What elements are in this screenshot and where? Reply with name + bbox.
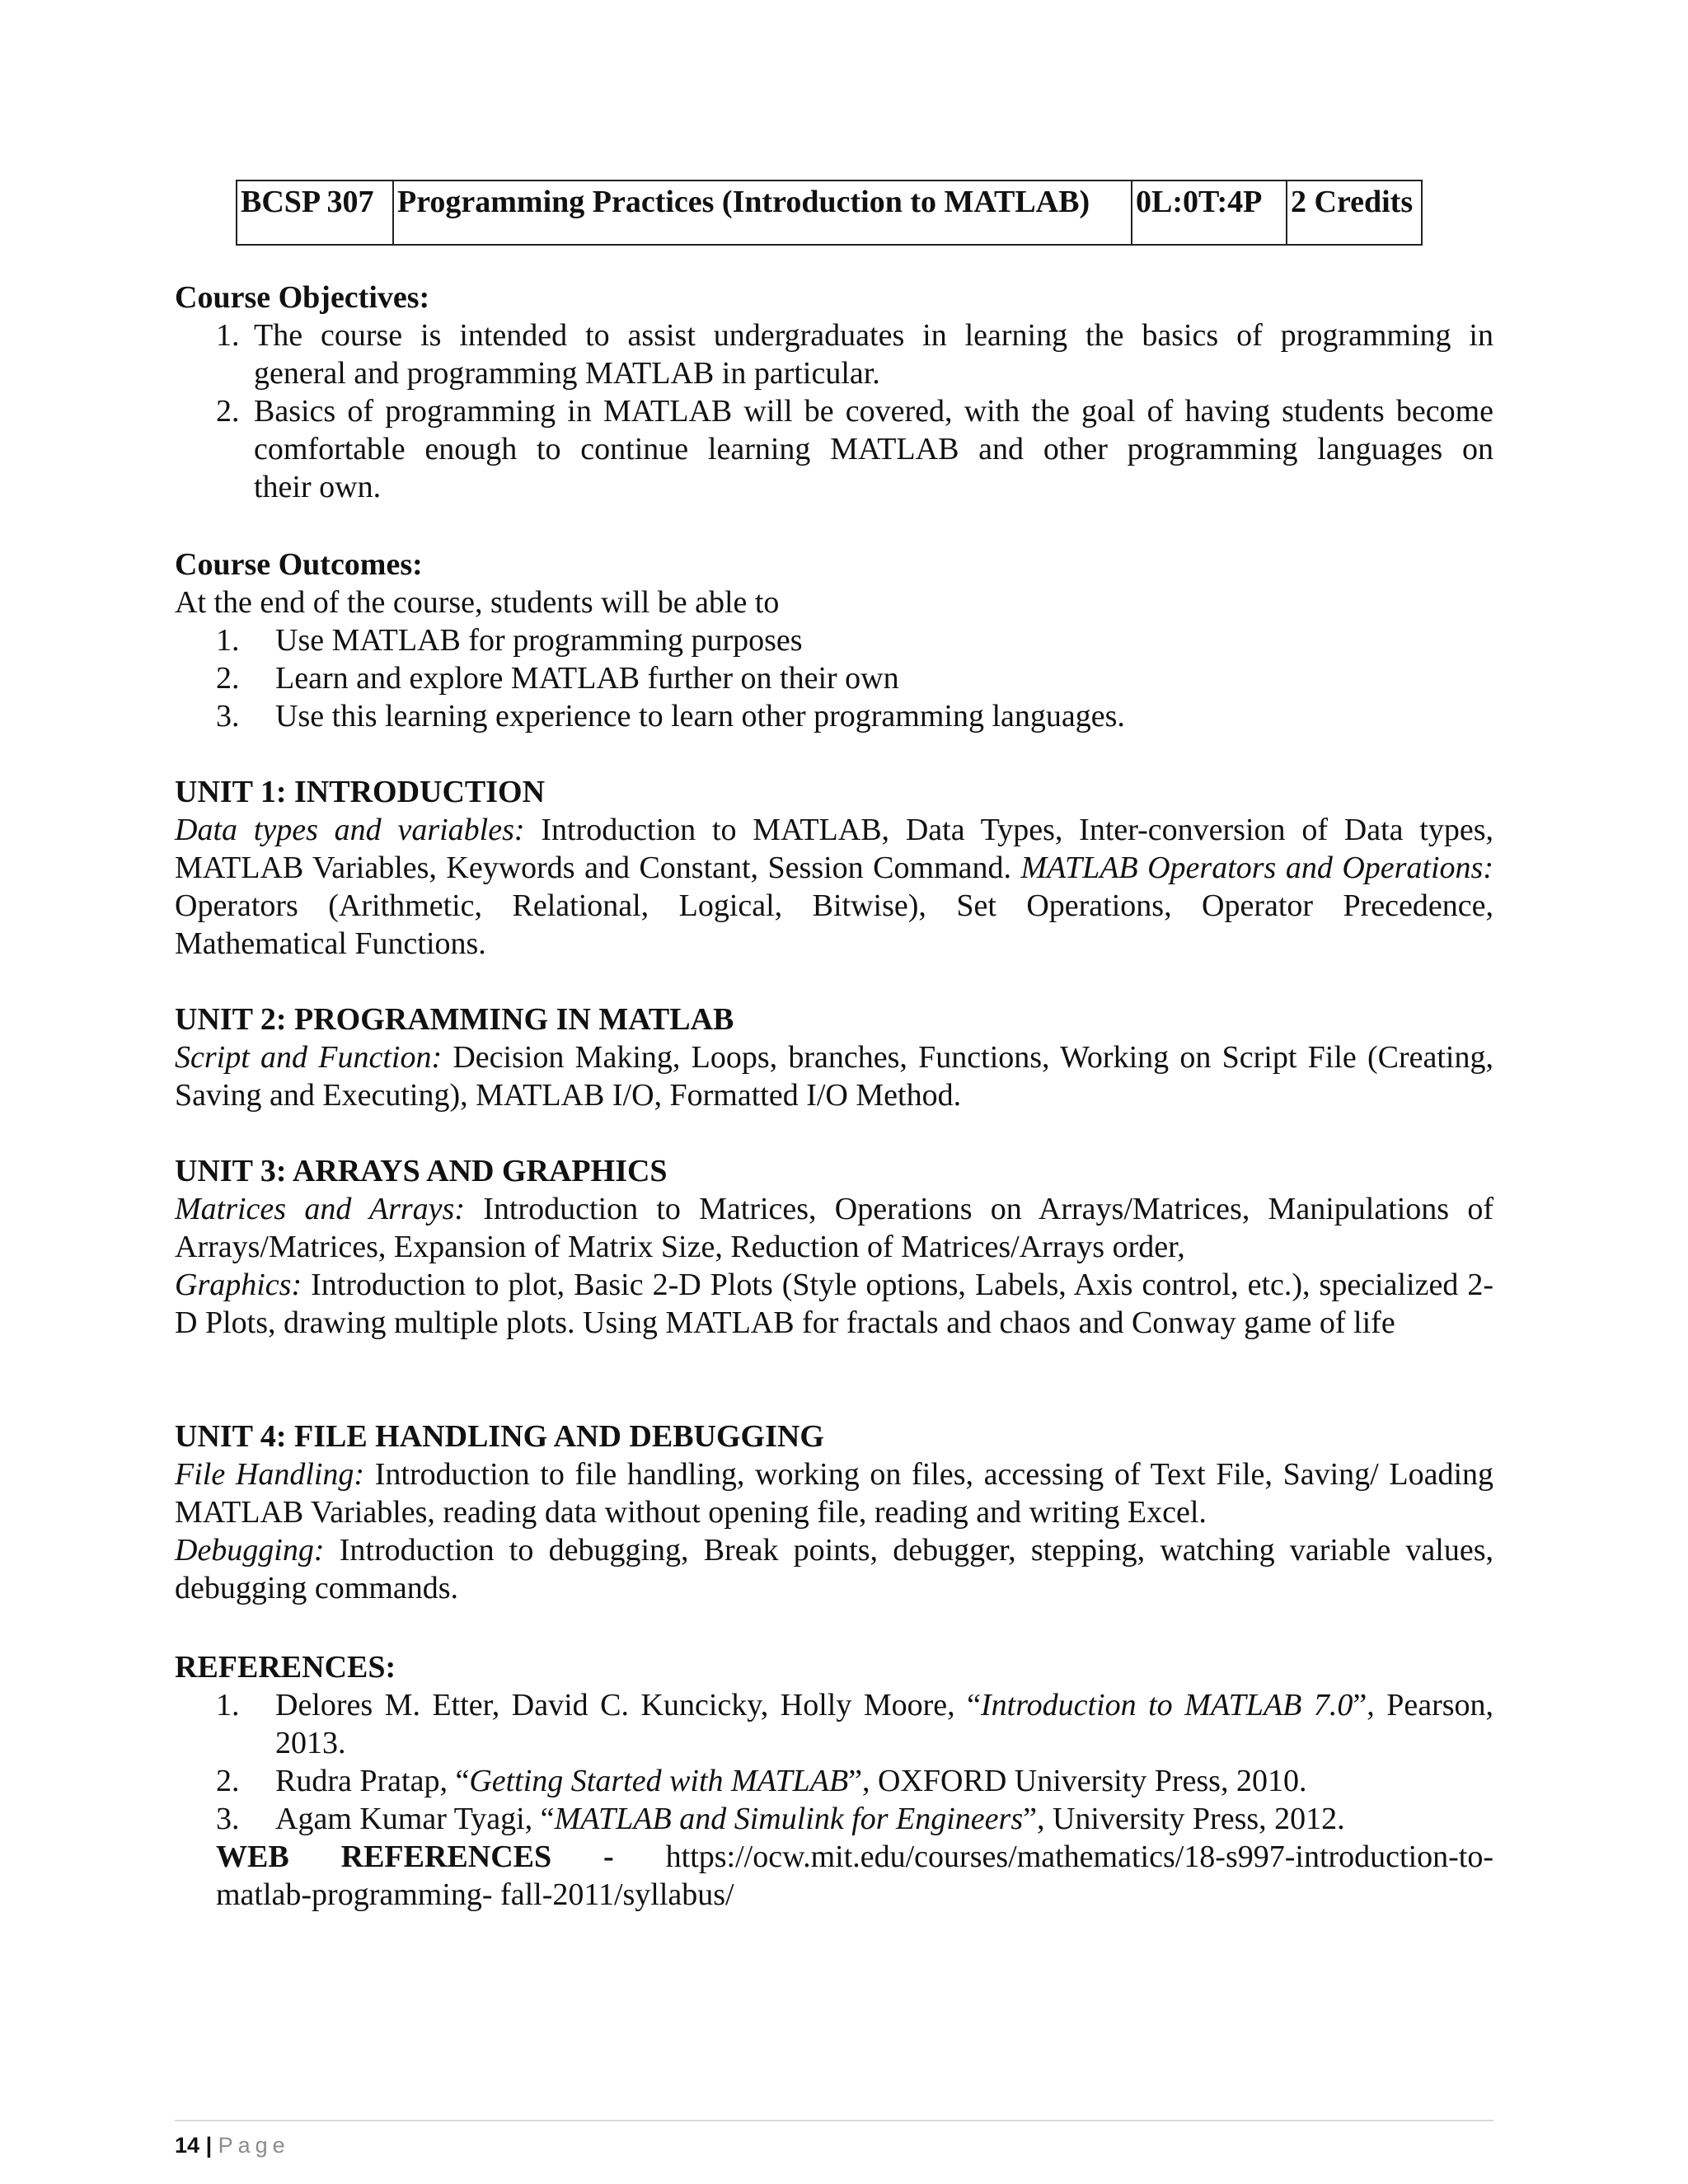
reference-title: Getting Started with MATLAB <box>469 1764 849 1798</box>
unit-4-heading: UNIT 4: FILE HANDLING AND DEBUGGING <box>175 1419 824 1454</box>
reference-publisher: ”, University Press, 2012. <box>1023 1802 1345 1836</box>
unit-4-section <box>175 1418 1493 1607</box>
outcomes-intro: At the end of the course, students will be able to <box>175 585 780 620</box>
unit-2-label-script: Script and Function: <box>175 1040 443 1075</box>
course-header-table <box>236 180 1423 246</box>
reference-authors: Agam Kumar Tyagi, “ <box>275 1802 555 1836</box>
objectives-heading: Course Objectives: <box>175 280 430 315</box>
web-reference-url-part-1[interactable]: https://ocw.mit.edu/courses/mathematics/18-s997-introduction-to- <box>665 1840 1494 1874</box>
unit-3-label-graphics: Graphics: <box>175 1268 302 1302</box>
unit-1-heading: UNIT 1: INTRODUCTION <box>175 775 546 809</box>
outcome-number: 3. <box>216 699 240 733</box>
web-references-label: WEB REFERENCES - <box>216 1840 614 1874</box>
footer-divider <box>175 2120 1493 2121</box>
web-references <box>216 1838 1493 1914</box>
page-number: 14 <box>175 2133 200 2158</box>
unit-2-heading: UNIT 2: PROGRAMMING IN MATLAB <box>175 1002 734 1037</box>
outcome-item <box>175 621 1493 659</box>
reference-authors: Rudra Pratap, “ <box>275 1764 470 1798</box>
objective-number: 2. <box>216 394 240 429</box>
reference-authors: Delores M. Etter, David C. Kuncicky, Holly Moore, “ <box>275 1688 982 1722</box>
outcome-text: Use MATLAB for programming purposes <box>275 623 803 658</box>
unit-4-body-debugging <box>175 1531 1493 1607</box>
outcome-number: 2. <box>216 661 240 696</box>
outcomes-heading: Course Outcomes: <box>175 547 423 582</box>
reference-title: MATLAB and Simulink for Engineers <box>554 1802 1024 1836</box>
reference-publisher: ”, OXFORD University Press, 2010. <box>848 1764 1307 1798</box>
unit-3-label-matrices: Matrices and Arrays: <box>175 1192 465 1226</box>
unit-1-body <box>175 811 1493 963</box>
outcome-text: Use this learning experience to learn other programming languages. <box>275 699 1125 733</box>
unit-1-label-operators: MATLAB Operators and Operations: <box>1020 851 1493 885</box>
outcome-text: Learn and explore MATLAB further on their own <box>275 661 899 696</box>
reference-item <box>175 1762 1493 1800</box>
course-title: Programming Practices (Introduction to MATLAB) <box>393 180 1132 245</box>
course-objectives-section <box>175 279 1493 504</box>
references-heading: REFERENCES: <box>175 1650 396 1685</box>
unit-2-section <box>175 1001 1493 1114</box>
objective-line: general and programming MATLAB in particular. <box>254 356 880 391</box>
reference-publisher: ”, Pearson, 2013. <box>275 1688 1494 1760</box>
web-reference-url-part-2[interactable]: matlab-programming- fall-2011/syllabus/ <box>216 1877 734 1912</box>
objective-line: The course is intended to assist undergraduates in learning the basics of programming in <box>254 318 1493 353</box>
unit-3-body-graphics <box>175 1266 1493 1342</box>
page-footer <box>175 2126 290 2164</box>
unit-3-text-matrices: Introduction to Matrices, Operations on Arrays/Matrices, Manipulations of Arrays/Matrices, Expansion of Matrix Size, Reduction of Matrices/Arrays order, <box>175 1192 1493 1264</box>
outcome-number: 1. <box>216 623 240 658</box>
unit-3-text-graphics: Introduction to plot, Basic 2-D Plots (Style options, Labels, Axis control, etc.), specialized 2-D Plots, drawing multiple plots. Using MATLAB for fractals and chaos and Conway game of life <box>175 1268 1493 1340</box>
course-outcomes-section <box>175 546 1493 735</box>
unit-4-body-file <box>175 1455 1493 1531</box>
unit-3-heading: UNIT 3: ARRAYS AND GRAPHICS <box>175 1154 668 1188</box>
unit-2-text-script: Decision Making, Loops, branches, Functions, Working on Script File (Creating, Saving and Executing), MATLAB I/O, Formatted I/O Method. <box>175 1040 1493 1113</box>
course-code: BCSP 307 <box>237 180 393 245</box>
unit-1-text-operators: Operators (Arithmetic, Relational, Logical, Bitwise), Set Operations, Operator Precedence, Mathematical Functions. <box>175 888 1493 961</box>
unit-3-body-matrices <box>175 1190 1493 1266</box>
objective-line: Basics of programming in MATLAB will be covered, with the goal of having students become <box>254 394 1493 429</box>
objective-line: comfortable enough to continue learning MATLAB and other programming languages on <box>254 432 1493 466</box>
unit-4-label-debugging: Debugging: <box>175 1533 325 1568</box>
unit-1-text-data-types: Introduction to MATLAB, Data Types, Inter-conversion of Data types, MATLAB Variables, Keywords and Constant, Session Command. <box>175 813 1493 885</box>
unit-2-body <box>175 1038 1493 1114</box>
reference-item <box>175 1800 1493 1838</box>
reference-title: Introduction to MATLAB 7.0 <box>981 1688 1353 1722</box>
unit-1-label-data-types: Data types and variables: <box>175 813 525 847</box>
course-ltp: 0L:0T:4P <box>1132 180 1287 245</box>
reference-number: 3. <box>216 1802 240 1836</box>
references-section <box>175 1648 1493 1914</box>
reference-item <box>175 1686 1493 1762</box>
page-separator: | <box>205 2133 213 2158</box>
reference-number: 2. <box>216 1764 240 1798</box>
unit-3-section <box>175 1152 1493 1342</box>
reference-number: 1. <box>216 1688 240 1722</box>
outcome-item <box>175 697 1493 735</box>
unit-4-text-debugging: Introduction to debugging, Break points, debugger, stepping, watching variable values, debugging commands. <box>175 1533 1493 1605</box>
unit-4-label-file: File Handling: <box>175 1457 365 1492</box>
page-label: Page <box>218 2133 290 2158</box>
outcome-item <box>175 659 1493 697</box>
course-credits: 2 Credits <box>1287 180 1422 245</box>
objective-number: 1. <box>216 318 240 353</box>
web-references-line <box>216 1838 1493 1876</box>
unit-4-text-file: Introduction to file handling, working on files, accessing of Text File, Saving/ Loading MATLAB Variables, reading data without opening file, reading and writing Excel. <box>175 1457 1494 1530</box>
unit-1-section <box>175 773 1493 963</box>
objective-line: their own. <box>254 470 382 504</box>
